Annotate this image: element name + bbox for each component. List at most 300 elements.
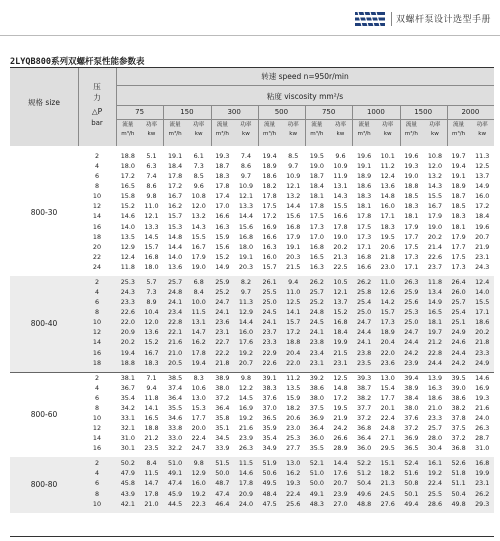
flow-value: 36.9 <box>309 414 324 422</box>
flow-value: 49.6 <box>356 489 372 498</box>
power-value: 14.3 <box>333 192 348 201</box>
flow-value: 19.3 <box>404 162 419 171</box>
power-value: 16.5 <box>427 308 443 317</box>
flow-value: 47.5 <box>262 499 277 508</box>
flow-value: 21.6 <box>167 338 183 347</box>
power-value: 11.0 <box>144 202 159 211</box>
flow-value: 39.4 <box>404 373 419 382</box>
power-value: 19.2 <box>238 348 254 357</box>
flow-value: 39.0 <box>451 383 466 392</box>
power-value: 13.7 <box>333 298 348 307</box>
flow-value: 24.6 <box>451 338 466 347</box>
power-value: 22.4 <box>380 414 395 422</box>
flow-value: 38.5 <box>167 373 183 382</box>
power-value: 14.0 <box>475 288 490 297</box>
power-value: 15.3 <box>191 403 206 412</box>
flow-value: 14.0 <box>120 222 135 231</box>
power-value: 16.8 <box>475 459 490 468</box>
flow-value: 22.7 <box>215 338 230 347</box>
pressure-value: 18 <box>92 358 102 367</box>
power-value: 5.1 <box>146 152 157 160</box>
flow-value: 26.2 <box>356 277 372 286</box>
flow-value: 25.4 <box>356 298 372 307</box>
power-value: 9.6 <box>335 152 346 160</box>
power-value: 21.3 <box>380 479 395 488</box>
flow-value: 25.0 <box>404 318 419 327</box>
flow-value: 23.6 <box>215 318 230 327</box>
power-value: 10.8 <box>191 192 206 201</box>
power-value: 9.8 <box>146 192 157 201</box>
power-value: 10.0 <box>191 298 206 307</box>
pressure-value: 4 <box>94 288 100 297</box>
power-value: 14.9 <box>475 182 490 191</box>
flow-value: 51.2 <box>356 469 372 478</box>
power-unit-label: 功率 <box>476 122 488 128</box>
flow-value: 22.6 <box>120 308 135 317</box>
flow-value: 38.9 <box>404 383 419 392</box>
flow-value: 17.8 <box>215 182 230 191</box>
flow-value: 25.3 <box>404 308 419 317</box>
manual-title: 双螺杆泵设计选型手册 <box>396 15 492 25</box>
flow-value: 16.7 <box>167 192 183 201</box>
power-value: 16.3 <box>427 383 443 392</box>
flow-value: 38.4 <box>404 393 419 402</box>
flow-value: 17.7 <box>404 232 419 241</box>
pressure-value: 8 <box>94 308 100 317</box>
power-value: 22.3 <box>191 499 206 508</box>
pressure-value: 8 <box>94 403 100 412</box>
power-value: 23.0 <box>380 262 395 271</box>
flow-value: 17.3 <box>356 232 372 241</box>
flow-value: 19.0 <box>309 162 324 171</box>
power-value: 23.3 <box>427 414 443 422</box>
power-value: 17.8 <box>333 222 348 231</box>
power-value: 11.8 <box>427 277 443 286</box>
size-label: 800-80 <box>30 480 58 490</box>
pressure-value: 10 <box>92 318 102 327</box>
header-rule-1 <box>116 85 494 86</box>
power-value: 21.6 <box>238 424 254 433</box>
flow-value: 37.6 <box>404 414 419 422</box>
flow-value: 17.8 <box>309 202 324 211</box>
flow-value: 18.3 <box>215 172 230 181</box>
power-value: 15.6 <box>238 222 254 231</box>
flow-value: 26.3 <box>404 277 419 286</box>
power-value: 21.8 <box>380 252 395 261</box>
table-header <box>10 68 494 146</box>
power-value: 13.5 <box>286 383 301 392</box>
power-value: 12.2 <box>238 383 254 392</box>
power-value: 10.9 <box>333 162 348 171</box>
flow-value: 24.1 <box>262 318 277 327</box>
flow-value: 25.7 <box>167 277 183 286</box>
power-unit: kw <box>336 131 345 137</box>
flow-value: 16.6 <box>215 212 230 221</box>
flow-value: 16.6 <box>262 232 277 241</box>
power-value: 10.1 <box>380 152 395 160</box>
flow-value: 17.5 <box>262 202 277 211</box>
power-value: 18.2 <box>286 403 301 412</box>
power-value: 14.8 <box>333 383 348 392</box>
power-value: 9.4 <box>288 277 299 286</box>
power-value: 21.2 <box>427 338 443 347</box>
flow-value: 33.0 <box>167 434 183 443</box>
power-value: 27.7 <box>286 444 301 453</box>
power-value: 9.8 <box>240 373 252 382</box>
power-value: 10.5 <box>333 277 348 286</box>
flow-value: 20.9 <box>120 328 135 337</box>
flow-value: 36.5 <box>262 414 277 422</box>
flow-value: 47.4 <box>215 489 230 498</box>
viscosity-value: 150 <box>180 108 194 116</box>
pressure-value: 16 <box>92 444 102 453</box>
size-label: 800-40 <box>30 318 58 328</box>
power-value: 6.8 <box>193 277 204 286</box>
power-value: 12.9 <box>238 308 254 317</box>
flow-value: 23.4 <box>167 308 183 317</box>
power-value: 16.0 <box>238 328 254 337</box>
power-value: 14.4 <box>286 202 301 211</box>
power-value: 18.4 <box>475 212 490 221</box>
power-value: 22.4 <box>427 479 443 488</box>
power-value: 9.6 <box>193 182 204 191</box>
flow-value: 50.2 <box>120 459 135 468</box>
flow-value: 36.4 <box>215 403 230 412</box>
flow-value: 18.1 <box>356 202 372 211</box>
power-value: 24.3 <box>475 262 490 271</box>
flow-value: 32.1 <box>120 424 135 433</box>
power-value: 15.5 <box>333 202 348 211</box>
performance-table <box>10 67 494 537</box>
power-value: 16.0 <box>475 192 490 201</box>
flow-value: 36.4 <box>309 424 324 433</box>
flow-value: 24.9 <box>451 328 466 337</box>
flow-value: 16.2 <box>167 202 183 211</box>
power-unit-label: 功率 <box>240 122 252 128</box>
flow-value: 23.8 <box>356 348 372 357</box>
power-value: 13.2 <box>427 172 443 181</box>
power-value: 19.9 <box>475 469 490 478</box>
power-value: 17.9 <box>427 212 443 221</box>
power-unit-label: 功率 <box>287 122 299 128</box>
flow-value: 48.3 <box>309 499 324 508</box>
flow-unit-label: 流量 <box>452 122 465 128</box>
flow-value: 35.4 <box>262 434 277 443</box>
flow-value: 23.5 <box>356 358 372 367</box>
flow-value: 23.9 <box>404 358 419 367</box>
flow-value: 51.0 <box>309 469 324 478</box>
flow-value: 38.6 <box>451 393 466 402</box>
power-value: 26.2 <box>475 489 490 498</box>
flow-value: 19.1 <box>167 152 183 160</box>
power-value: 20.3 <box>286 252 301 261</box>
flow-value: 50.4 <box>356 479 372 488</box>
power-value: 8.9 <box>146 298 157 307</box>
flow-value: 20.5 <box>167 358 183 367</box>
power-value: 16.5 <box>144 414 159 422</box>
power-value: 20.4 <box>286 348 301 357</box>
power-value: 12.0 <box>144 318 159 327</box>
pressure-value: 10 <box>92 192 102 201</box>
power-value: 17.8 <box>238 479 254 488</box>
flow-value: 24.3 <box>120 288 135 297</box>
power-value: 13.4 <box>427 288 443 297</box>
flow-value: 17.5 <box>309 212 324 221</box>
power-unit: kw <box>242 131 250 137</box>
power-value: 24.9 <box>475 358 490 367</box>
viscosity-value: 300 <box>227 108 241 116</box>
flow-value: 38.6 <box>309 383 324 392</box>
flow-value: 19.6 <box>404 152 419 160</box>
flow-value: 38.3 <box>262 383 277 392</box>
flow-value: 50.4 <box>451 489 466 498</box>
power-value: 24.8 <box>380 424 395 433</box>
flow-value: 23.3 <box>262 338 277 347</box>
flow-value: 36.7 <box>120 383 135 392</box>
flow-value: 23.4 <box>309 348 324 357</box>
pump-screw-logo-icon <box>353 9 387 29</box>
flow-value: 36.4 <box>167 393 183 402</box>
flow-unit: m³/h <box>452 131 466 137</box>
power-value: 21.9 <box>333 414 348 422</box>
flow-value: 16.5 <box>309 252 324 261</box>
power-value: 22.4 <box>191 434 206 443</box>
pressure-header-1: 压 <box>93 82 101 91</box>
flow-value: 35.5 <box>167 403 183 412</box>
flow-value: 52.4 <box>404 459 419 468</box>
power-value: 27.0 <box>333 499 348 508</box>
flow-value: 52.6 <box>451 459 466 468</box>
flow-value: 49.8 <box>451 499 466 508</box>
flow-value: 25.3 <box>120 277 135 286</box>
flow-value: 48.4 <box>262 489 277 498</box>
flow-value: 23.7 <box>262 328 277 337</box>
power-value: 8.5 <box>288 152 299 160</box>
size-label: 800-60 <box>30 409 58 419</box>
flow-value: 18.7 <box>451 192 466 201</box>
flow-value: 19.4 <box>451 162 466 171</box>
power-value: 7.3 <box>146 288 157 297</box>
power-value: 27.1 <box>380 434 395 443</box>
flow-value: 37.7 <box>356 403 372 412</box>
power-value: 23.7 <box>427 262 443 271</box>
flow-value: 50.8 <box>404 479 419 488</box>
power-value: 11.9 <box>333 172 348 181</box>
flow-value: 18.1 <box>451 222 466 231</box>
power-value: 24.0 <box>238 499 254 508</box>
pressure-value: 22 <box>92 252 102 261</box>
flow-value: 37.5 <box>451 424 466 433</box>
power-value: 12.4 <box>380 172 395 181</box>
power-value: 17.7 <box>380 393 395 402</box>
flow-value: 15.2 <box>215 252 230 261</box>
flow-value: 24.8 <box>309 308 324 317</box>
flow-value: 39.3 <box>356 373 372 382</box>
power-value: 16.0 <box>191 479 206 488</box>
flow-value: 18.9 <box>262 162 277 171</box>
power-value: 13.2 <box>191 212 206 221</box>
power-unit: kw <box>289 131 298 137</box>
power-value: 14.5 <box>238 393 254 402</box>
flow-value: 37.2 <box>356 414 372 422</box>
power-value: 19.2 <box>191 489 206 498</box>
flow-value: 25.8 <box>356 288 372 297</box>
power-value: 14.6 <box>475 373 490 382</box>
flow-value: 36.4 <box>356 434 372 443</box>
flow-value: 50.0 <box>215 469 230 478</box>
flow-value: 18.4 <box>167 162 183 171</box>
power-value: 23.9 <box>333 489 348 498</box>
power-value: 12.1 <box>333 288 348 297</box>
flow-value: 11.8 <box>120 262 135 271</box>
power-value: 22.6 <box>427 252 443 261</box>
pressure-value: 14 <box>92 212 102 221</box>
flow-value: 37.2 <box>451 434 466 443</box>
power-value: 15.4 <box>380 383 395 392</box>
flow-value: 16.3 <box>262 242 277 251</box>
flow-value: 22.9 <box>262 348 277 357</box>
power-value: 17.6 <box>333 469 348 478</box>
power-unit: kw <box>383 131 392 137</box>
power-value: 15.2 <box>144 338 159 347</box>
power-value: 18.8 <box>286 338 301 347</box>
flow-value: 35.1 <box>215 424 230 433</box>
flow-unit-label: 流量 <box>405 122 417 128</box>
flow-value: 34.9 <box>262 444 277 453</box>
flow-value: 17.3 <box>309 222 324 231</box>
power-value: 22.0 <box>286 358 301 367</box>
flow-value: 17.8 <box>262 192 277 201</box>
pressure-value: 8 <box>94 489 100 498</box>
power-value: 11.2 <box>286 373 301 382</box>
flow-value: 18.8 <box>120 152 135 160</box>
header-separator <box>391 12 392 26</box>
flow-value: 24.5 <box>309 318 324 327</box>
flow-value: 50.6 <box>262 469 277 478</box>
power-value: 11.3 <box>238 298 254 307</box>
power-value: 21.0 <box>427 403 443 412</box>
power-value: 12.9 <box>191 469 206 478</box>
flow-value: 19.1 <box>356 162 372 171</box>
header-divider <box>0 35 500 36</box>
flow-value: 25.6 <box>404 298 419 307</box>
power-value: 29.3 <box>475 499 490 508</box>
flow-value: 38.7 <box>356 383 372 392</box>
power-value: 21.4 <box>427 242 443 251</box>
power-value: 15.2 <box>333 308 348 317</box>
power-value: 12.5 <box>333 373 348 382</box>
pressure-value: 4 <box>94 469 100 478</box>
flow-value: 17.9 <box>451 232 466 241</box>
flow-value: 16.9 <box>262 222 277 231</box>
flow-value: 30.1 <box>120 444 135 453</box>
power-value: 19.0 <box>427 222 443 231</box>
flow-value: 24.7 <box>404 328 419 337</box>
flow-value: 26.4 <box>451 277 466 286</box>
flow-value: 20.2 <box>120 338 135 347</box>
power-value: 13.3 <box>238 202 254 211</box>
flow-value: 49.4 <box>404 499 419 508</box>
viscosity-value: 750 <box>321 108 336 116</box>
power-value: 12.5 <box>286 298 301 307</box>
pressure-value: 2 <box>94 373 100 382</box>
flow-value: 17.1 <box>356 242 372 251</box>
pressure-header-2: 力 <box>93 93 101 102</box>
flow-value: 18.8 <box>120 358 135 367</box>
pressure-value: 12 <box>92 202 102 211</box>
flow-value: 44.5 <box>167 499 183 508</box>
power-value: 6.1 <box>193 152 204 160</box>
flow-value: 51.8 <box>451 469 466 478</box>
power-value: 18.6 <box>475 318 490 327</box>
power-value: 9.7 <box>288 162 299 171</box>
power-value: 5.7 <box>146 277 157 286</box>
flow-value: 35.5 <box>309 444 324 453</box>
flow-value: 18.7 <box>215 162 230 171</box>
flow-value: 25.2 <box>309 298 324 307</box>
flow-value: 18.3 <box>356 192 372 201</box>
power-value: 15.5 <box>191 232 206 241</box>
flow-value: 47.4 <box>167 479 183 488</box>
power-value: 24.0 <box>475 414 490 422</box>
power-value: 13.6 <box>144 328 159 337</box>
flow-value: 34.5 <box>215 434 230 443</box>
pressure-value: 20 <box>92 242 102 251</box>
flow-value: 16.8 <box>356 252 372 261</box>
power-value: 16.6 <box>333 212 348 221</box>
power-value: 22.4 <box>286 489 301 498</box>
flow-value: 24.1 <box>167 298 183 307</box>
pressure-value: 4 <box>94 162 100 171</box>
flow-value: 37.4 <box>167 383 183 392</box>
flow-value: 51.6 <box>404 469 419 478</box>
flow-value: 12.4 <box>120 252 135 261</box>
power-value: 16.8 <box>238 232 254 241</box>
power-value: 28.0 <box>427 434 443 443</box>
power-value: 8.4 <box>146 459 157 468</box>
power-value: 22.8 <box>427 348 443 357</box>
power-value: 14.6 <box>238 469 254 478</box>
power-value: 12.1 <box>286 182 301 191</box>
power-value: 21.2 <box>144 434 159 443</box>
flow-value: 25.5 <box>262 288 277 297</box>
power-value: 10.8 <box>427 152 443 160</box>
power-value: 25.3 <box>286 434 301 443</box>
size-label: 800-30 <box>30 207 58 217</box>
flow-value: 24.1 <box>356 338 372 347</box>
power-value: 14.5 <box>144 232 159 241</box>
power-value: 16.2 <box>191 338 206 347</box>
power-value: 11.3 <box>475 152 490 160</box>
flow-value: 18.4 <box>309 182 324 191</box>
flow-value: 22.2 <box>215 348 230 357</box>
flow-value: 39.5 <box>451 373 466 382</box>
power-value: 16.8 <box>333 318 348 327</box>
power-value: 23.9 <box>238 434 254 443</box>
power-value: 16.8 <box>286 222 301 231</box>
power-value: 16.8 <box>144 252 159 261</box>
power-value: 12.1 <box>144 212 159 221</box>
flow-value: 15.3 <box>167 222 183 231</box>
flow-value: 12.9 <box>120 242 135 251</box>
power-value: 24.7 <box>191 444 206 453</box>
power-value: 20.0 <box>191 424 206 433</box>
flow-value: 31.0 <box>120 434 135 443</box>
power-value: 10.4 <box>144 308 159 317</box>
power-value: 20.6 <box>286 414 301 422</box>
power-value: 20.7 <box>238 358 254 367</box>
flow-value: 19.6 <box>356 152 372 160</box>
